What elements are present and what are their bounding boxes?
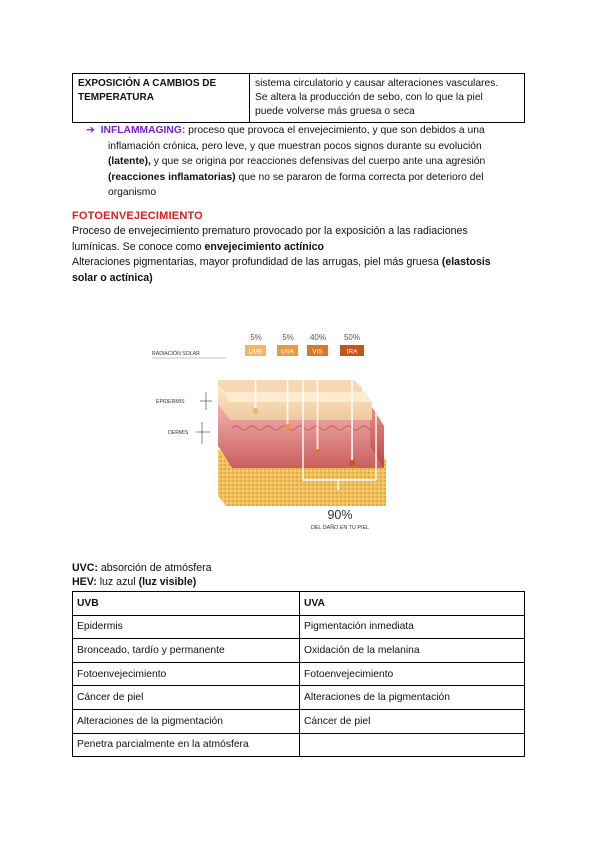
radiation-label: RADIACIÓN SOLAR: [152, 351, 200, 357]
table-cell: Oxidación de la melanina: [300, 639, 525, 663]
table-cell: Pigmentación inmediata: [300, 615, 525, 639]
bullet-text: inflamación crónica, pero leve, y que muestran pocos signos durante su evolución: [108, 140, 482, 152]
temperature-label: EXPOSICIÓN A CAMBIOS DE TEMPERATURA: [73, 74, 250, 123]
table-row: [73, 639, 525, 663]
description-line: Se altera la producción de sebo, con lo que la piel: [255, 92, 483, 103]
paragraph-line: lumínicas. Se conoce como: [72, 240, 202, 253]
table-row: [73, 709, 525, 733]
table-cell: Epidermis: [73, 615, 300, 639]
latent-term: (latente),: [108, 156, 151, 167]
total-pct: 90%: [327, 508, 353, 522]
skin-radiation-figure: [148, 328, 398, 536]
bullet-text: y que se origina por reacciones defensivas del cuerpo ante una agresión: [153, 156, 486, 167]
hev-text: luz azul: [99, 576, 136, 588]
table-cell: Fotoenvejecimiento: [300, 662, 525, 686]
band-pct: 5%: [250, 333, 262, 342]
table-cell: Bronceado, tardío y permanente: [73, 639, 300, 663]
skin-block: [218, 380, 386, 506]
table-row: [73, 74, 525, 123]
temperature-description: [250, 74, 525, 123]
column-header: UVA: [300, 592, 525, 616]
table-row: [73, 733, 525, 757]
description-line: sistema circulatorio y causar alteraciones vasculares.: [255, 78, 499, 89]
table-cell: Fotoenvejecimiento: [73, 662, 300, 686]
band-name: IRA: [346, 348, 358, 356]
table-cell: Alteraciones de la pigmentación: [73, 709, 300, 733]
hev-label: HEV:: [72, 576, 97, 588]
table-row: [73, 662, 525, 686]
dermis-label: DERMIS: [168, 430, 189, 436]
inflammaging-bullet: [86, 123, 531, 201]
table-header-row: [73, 592, 525, 616]
band-pct: 50%: [343, 333, 361, 342]
bullet-text: que no se pararon de forma correcta por deterioro del: [238, 171, 484, 183]
table-row: [73, 615, 525, 639]
bullet-text: proceso que provoca el envejecimiento, y que son debidos a una: [188, 125, 485, 136]
actinic-term: envejecimiento actínico: [204, 240, 325, 253]
table-cell: Cáncer de piel: [73, 686, 300, 710]
inflammatory-term: (reacciones inflamatorias): [108, 171, 236, 183]
elastosis-term: (elastosis: [441, 256, 491, 268]
uvc-label: UVC:: [72, 562, 98, 574]
band-name: UVB: [248, 348, 263, 356]
layer-labels: [156, 392, 212, 444]
table-row: [73, 686, 525, 710]
paragraph-line: Alteraciones pigmentarias, mayor profundidad de las arrugas, piel más gruesa: [72, 256, 439, 268]
radiation-bands: [245, 333, 364, 356]
uvc-text: absorción de atmósfera: [100, 562, 212, 574]
elastosis-term: solar o actínica): [72, 271, 153, 284]
arrow-right-icon: ➔: [86, 125, 95, 136]
table-cell: [300, 733, 525, 757]
damage-label: DEL DAÑO EN TU PIEL: [310, 525, 370, 531]
band-pct: 40%: [309, 333, 327, 342]
uvb-uva-table: [72, 591, 525, 757]
table-cell: Cáncer de piel: [300, 709, 525, 733]
epidermis-label: EPIDERMIS: [156, 399, 185, 405]
hev-bold: (luz visible): [138, 576, 197, 588]
photoaging-paragraph: [72, 224, 527, 286]
inflammaging-term: INFLAMMAGING:: [100, 125, 186, 136]
column-header: UVB: [73, 592, 300, 616]
table-cell: Penetra parcialmente en la atmósfera: [73, 733, 300, 757]
bullet-text: organismo: [108, 187, 157, 198]
paragraph-line: Proceso de envejecimiento prematuro provocado por la exposición a las radiaciones: [72, 225, 468, 237]
band-pct: 5%: [282, 333, 294, 342]
band-name: UVA: [281, 348, 294, 356]
band-name: VIS: [312, 348, 323, 356]
table-cell: Alteraciones de la pigmentación: [300, 686, 525, 710]
radiation-definitions: [72, 561, 212, 589]
description-line: puede volverse más gruesa o seca: [255, 106, 415, 117]
temperature-table: [72, 73, 525, 123]
section-title: FOTOENVEJECIMIENTO: [72, 210, 203, 222]
